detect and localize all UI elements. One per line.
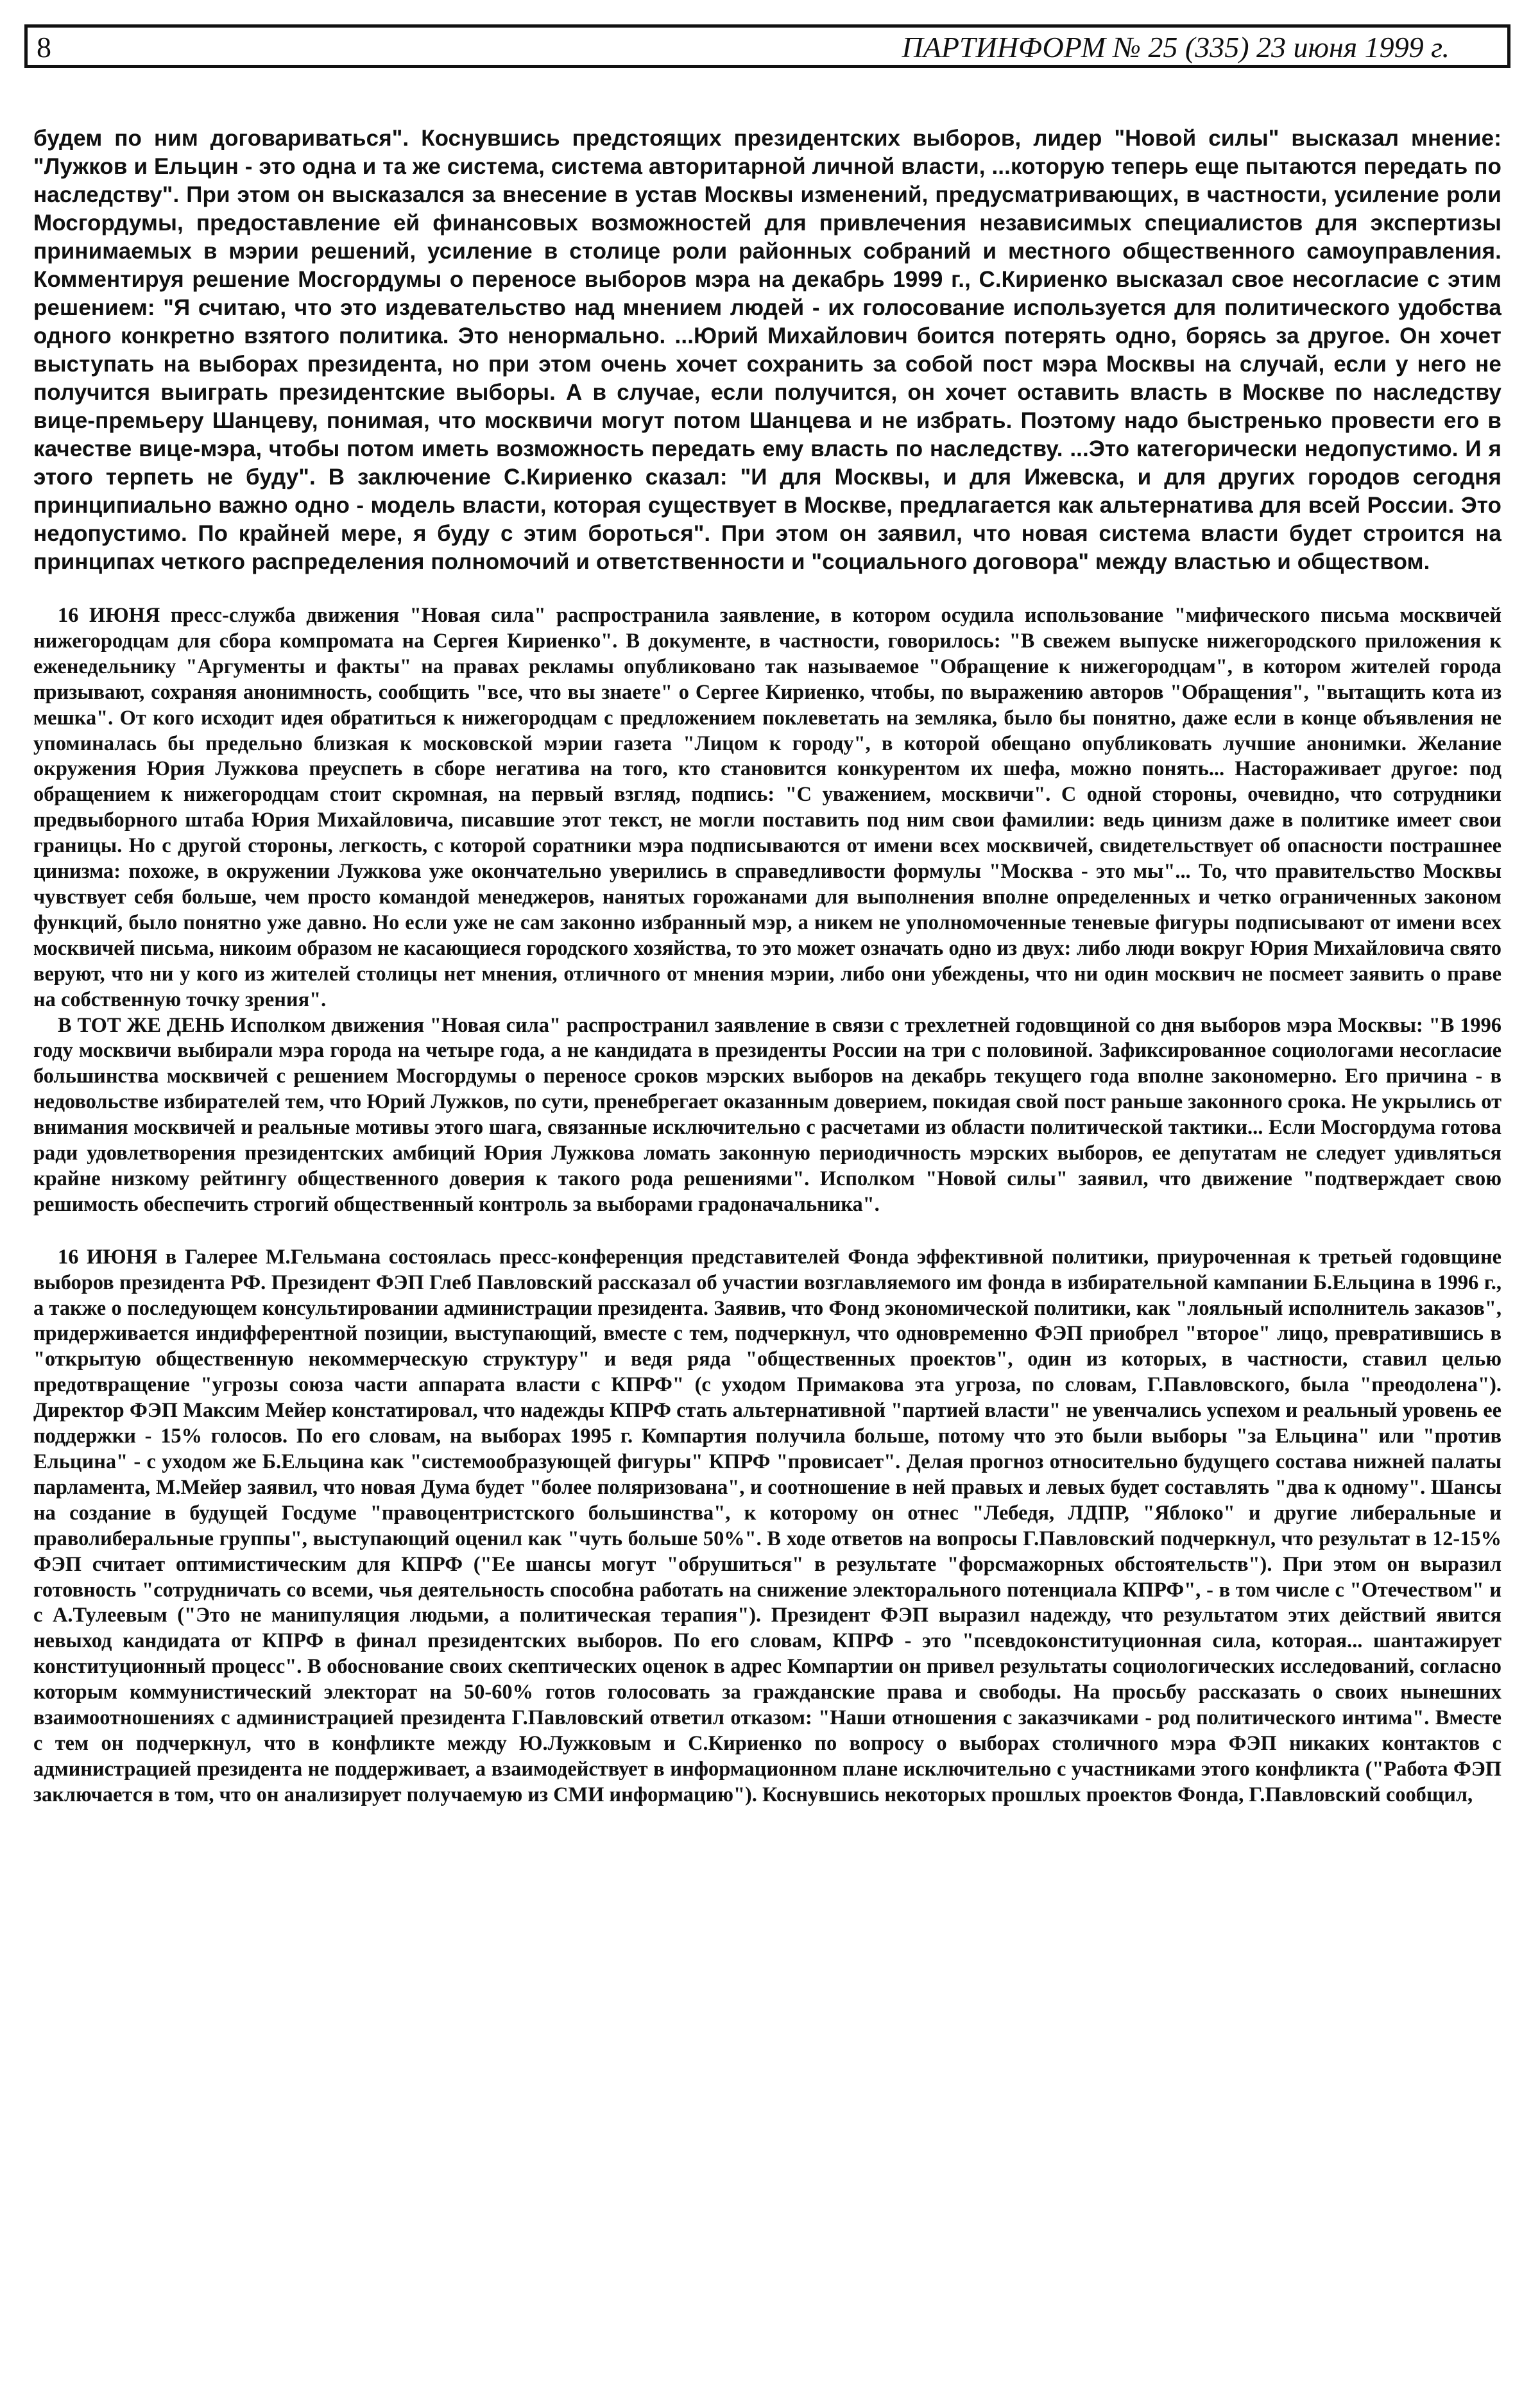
news-item-fep-conference bbox=[33, 1245, 1502, 1808]
section-gap bbox=[33, 1218, 1502, 1245]
section-gap bbox=[33, 576, 1502, 603]
page-header bbox=[24, 24, 1510, 68]
article-body bbox=[33, 124, 1502, 1808]
news-item-new-force bbox=[33, 603, 1502, 1218]
news-paragraph: 16 ИЮНЯ пресс-служба движения "Новая сила" распространила заявление, в котором осудила использование "мифического письма москвичей нижегородцам для сбора компромата на Сергея Кириенко". В документе, в частности, говорилось: "В свежем выпуске нижегородского приложения к еженедельнику "Аргументы и факты" на правах рекламы опубликовано так называемое "Обращение к нижегородцам", в котором жителей города призывают, сохраняя анонимность, сообщить "все, что вы знаете" о Сергее Кириенко, чтобы, по выражению авторов "Обращения", "вытащить кота из мешка". От кого исходит идея обратиться к нижегородцам с предложением поклеветать на земляка, было бы понятно, даже если в конце объявления не упоминалась бы предельно близкая к московской мэрии газета "Лицом к городу", в которой обещано опубликовать лучшие анонимки. Желание окружения Юрия Лужкова преуспеть в сборе негатива на того, кто становится конкурентом их шефа, можно понять... Настораживает другое: под обращением к нижегородцам стоит скромная, на первый взгляд, подпись: "С уважением, москвичи". С одной стороны, очевидно, что сотрудники предвыборного штаба Юрия Михайловича, писавшие этот текст, не могли поставить под ним свои фамилии: ведь цинизм даже в политике имеет свои границы. Но с другой стороны, легкость, с которой соратники мэра подписываются от имени всех москвичей, свидетельствует об опасности пострашнее цинизма: похоже, в окружении Лужкова уже окончательно уверились в справедливости формулы "Москва - это мы"... То, что правительство Москвы чувствует себя больше, чем просто командой менеджеров, нанятых горожанами для выполнения вполне определенных и четко ограниченных законом функций, было понятно уже давно. Но если уже не сам законно избранный мэр, а никем не уполномоченные теневые фигуры подписывают от имени всех москвичей письма, никоим образом не касающиеся городского хозяйства, то это может означать одно из двух: либо люди вокруг Юрия Михайловича свято веруют, что ни у кого из жителей столицы нет мнения, отличного от мнения мэрии, либо они убеждены, что ни один москвич не посмеет заявить о праве на собственную точку зрения". bbox=[33, 604, 1502, 1011]
lead-paragraph: будем по ним договариваться". Коснувшись предстоящих президентских выборов, лидер "Новой силы" высказал мнение: "Лужков и Ельцин - это одна и та же система, система авторитарной личной власти, ...которую теперь еще пытаются передать по наследству". При этом он высказался за внесение в устав Москвы изменений, предусматривающих, в частности, усиление роли Мосгордумы, предоставление ей финансовых возможностей для привлечения независимых специалистов для экспертизы принимаемых в мэрии решений, усиление в столице роли районных собраний и местного общественного самоуправления. Комментируя решение Мосгордумы о переносе выборов мэра на декабрь 1999 г., С.Кириенко высказал свое несогласие с этим решением: "Я считаю, что это издевательство над мнением людей - их голосование используется для политического удобства одного конкретно взятого политика. Это ненормально. ...Юрий Михайлович боится потерять одно, борясь за другое. Он хочет выступать на выборах президента, но при этом очень хочет сохранить за собой пост мэра Москвы на случай, если у него не получится выиграть президентские выборы. А в случае, если получится, он хочет оставить власть в Москве по наследству вице-премьеру Шанцеву, понимая, что москвичи могут потом Шанцева и не избрать. Поэтому надо быстренько провести его в качестве вице-мэра, чтобы потом иметь возможность передать ему власть по наследству. ...Это категорически недопустимо. И я этого терпеть не буду". В заключение С.Кириенко сказал: "И для Москвы, и для Ижевска, и для других городов сегодня принципиально важно одно - модель власти, которая существует в Москве, предлагается как альтернатива для всей России. Это недопустимо. По крайней мере, я буду с этим бороться". При этом он заявил, что новая система власти будет строится на принципах четкого распределения полномочий и ответственности и "социального договора" между властью и обществом. bbox=[33, 126, 1502, 574]
masthead: ПАРТИНФОРМ № 25 (335) 23 июня 1999 г. bbox=[902, 31, 1450, 64]
news-paragraph: 16 ИЮНЯ в Галерее М.Гельмана состоялась пресс-конференция представителей Фонда эффективной политики, приуроченная к третьей годовщине выборов президента РФ. Президент ФЭП Глеб Павловский рассказал об участии возглавляемого им фонда в избирательной кампании Б.Ельцина в 1996 г., а также о последующем консультировании администрации президента. Заявив, что Фонд экономической политики, как "лояльный исполнитель заказов", придерживается индифферентной позиции, выступающий, вместе с тем, подчеркнул, что одновременно ФЭП приобрел "второе" лицо, превратившись в "открытую общественную некоммерческую структуру" и ведя ряда "общественных проектов", один из которых, в частности, ставил целью предотвращение "угрозы союза части аппарата власти с КПРФ" (с уходом Примакова эта угроза, по словам, Г.Павловского, была "преодолена"). Директор ФЭП Максим Мейер констатировал, что надежды КПРФ стать альтернативной "партией власти" не увенчались успехом и реальный уровень ее поддержки - 15% голосов. По его словам, на выборах 1995 г. Компартия получила больше, потому что это были выборы "за Ельцина" или "против Ельцина" - с уходом же Б.Ельцина как "системообразующей фигуры" КПРФ "провисает". Делая прогноз относительно будущего состава нижней палаты парламента, М.Мейер заявил, что новая Дума будет "более поляризована", и соотношение в ней правых и левых будет составлять "два к одному". Шансы на создание в будущей Госдуме "правоцентристского большинства", к которому он отнес "Лебедя, ЛДПР, "Яблоко" и другие либеральные и праволиберальные группы", выступающий оценил как "чуть больше 50%". В ходе ответов на вопросы Г.Павловский подчеркнул, что результат в 12-15% ФЭП считает оптимистическим для КПРФ ("Ее шансы могут "обрушиться" в результате "форсмажорных обстоятельств"). При этом он выразил готовность "сотрудничать со всеми, чья деятельность способна работать на снижение электорального потенциала КПРФ", - в том числе с "Отечеством" и с А.Тулеевым ("Это не манипуляция людьми, а политическая терапия"). Президент ФЭП выразил надежду, что результатом этих действий явится невыход кандидата от КПРФ в финал президентских выборов. По его словам, КПРФ - это "псевдоконституционная сила, которая... шантажирует конституционный процесс". В обоснование своих скептических оценок в адрес Компартии он привел результаты социологических исследований, согласно которым коммунистический электорат на 50-60% готов голосовать за гражданские права и свободы. На просьбу рассказать о своих нынешних взаимоотношениях с администрацией президента Г.Павловский ответил отказом: "Наши отношения с заказчиками - род политического интима". Вместе с тем он подчеркнул, что в конфликте между Ю.Лужковым и С.Кириенко по вопросу о выборах столичного мэра ФЭП никаких контактов с администрацией президента не поддерживает, а взаимодействует в информационном плане исключительно с участниками этого конфликта ("Работа ФЭП заключается в том, что он анализирует получаемую из СМИ информацию"). Коснувшись некоторых прошлых проектов Фонда, Г.Павловский сообщил, bbox=[33, 1245, 1502, 1806]
news-paragraph: В ТОТ ЖЕ ДЕНЬ Исполком движения "Новая сила" распространил заявление в связи с трехлетней годовщиной со дня выборов мэра Москвы: "В 1996 году москвичи выбирали мэра города на четыре года, а не кандидата в президенты России на три с половиной. Зафиксированное социологами несогласие большинства москвичей с решением Мосгордумы о переносе сроков мэрских выборов на декабрь текущего года вполне закономерно. Его причина - в недовольстве избирателей тем, что Юрий Лужков, по сути, пренебрегает оказанным доверием, покидая свой пост раньше законного срока. Не укрылись от внимания москвичей и реальные мотивы этого шага, связанные исключительно с расчетами из области политической тактики... Если Мосгордума готова ради удовлетворения президентских амбиций Юрия Лужкова ломать законную периодичность мэрских выборов, ее депутатам не следует удивляться крайне низкому рейтингу общественного доверия к такого рода решениями". Исполком "Новой силы" заявил, что движение "подтверждает свою решимость обеспечить строгий общественный контроль за выборами градоначальника". bbox=[33, 1013, 1502, 1216]
page-number: 8 bbox=[37, 31, 51, 64]
